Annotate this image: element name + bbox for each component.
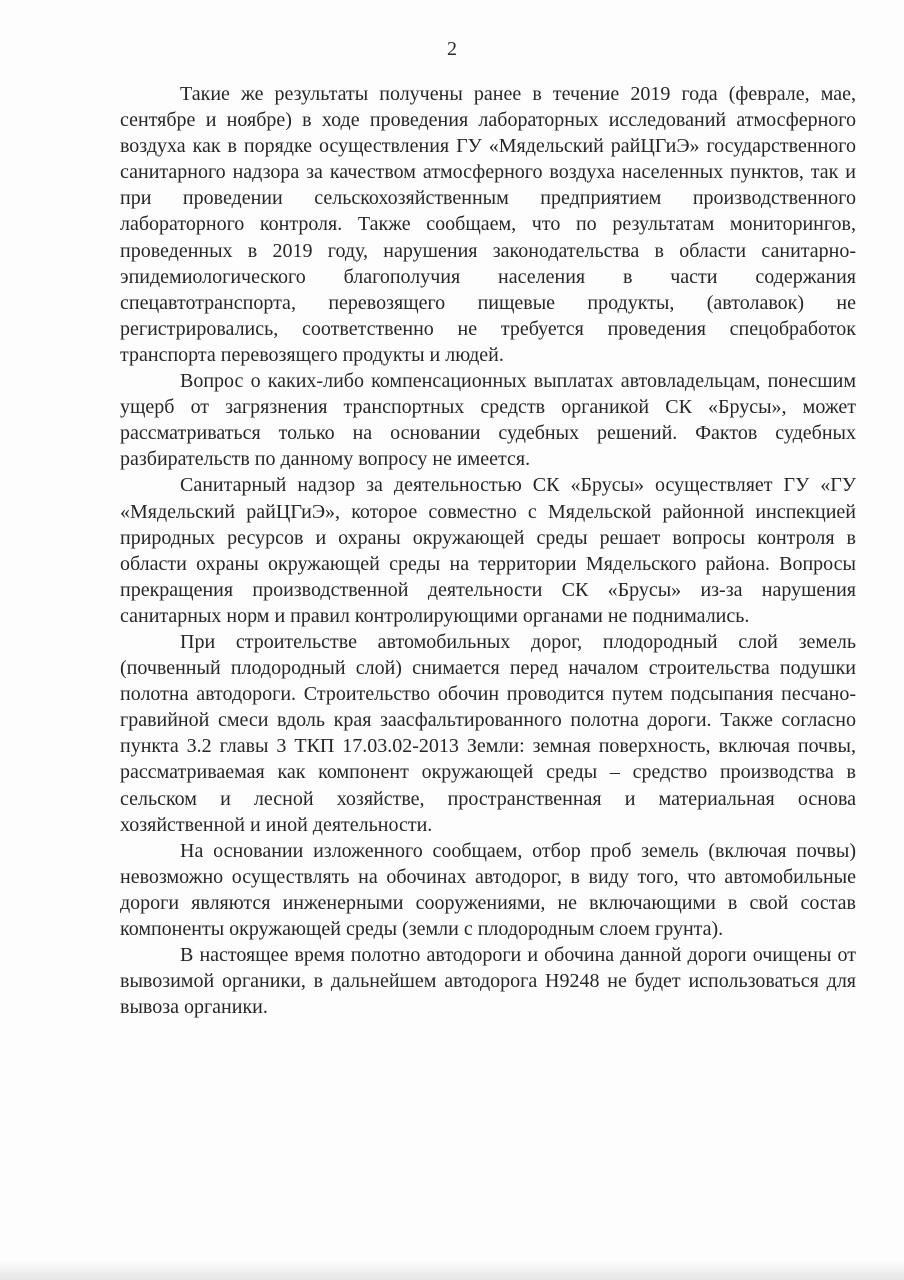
paragraph-soil-sampling: На основании изложенного сообщаем, отбор проб земель (включая почвы) невозможно осуществлять на обочинах автодорог, в виду того, что автомобильные дороги являются инженерными сооружениями, не включающими в свой состав компоненты окружающей среды (земли с плодородным слоем грунта). — [120, 839, 856, 940]
paragraph-road-construction: При строительстве автомобильных дорог, плодородный слой земель (почвенный плодородный слой) снимается перед началом строительства подушки полотна автодороги. Строительство обочин проводится путем подсыпания песчано-гравийной смеси вдоль края заасфальтированного полотна дороги. Также согласно пункта 3.2 главы 3 ТКП 17.03.02-2013 Земли: земная поверхность, включая почвы, рассматриваемая как компонент окружающей среды – средство производства в сельском и лесной хозяйстве, пространственная и материальная основа хозяйственной и иной деятельности. — [120, 630, 856, 836]
document-body — [120, 81, 856, 1020]
page-number: 2 — [447, 38, 457, 60]
paragraph-sanitary-supervision: Санитарный надзор за деятельностью СК «Брусы» осуществляет ГУ «ГУ «Мядельский райЦГиЭ», которое совместно с Мядельской районной инспекцией природных ресурсов и охраны окружающей среды решает вопросы контроля в области охраны окружающей среды на территории Мядельского района. Вопросы прекращения производственной деятельности СК «Брусы» из-за нарушения санитарных норм и правил контролирующими органами не поднимались. — [120, 474, 856, 627]
paragraph-compensation: Вопрос о каких-либо компенсационных выплатах автовладельцам, понесшим ущерб от загрязнения транспортных средств органикой СК «Брусы», может рассматриваться только на основании судебных решений. Фактов судебных разбирательств по данному вопросу не имеется. — [120, 370, 856, 471]
scan-edge-shadow — [0, 1260, 904, 1280]
paragraph-lab-results: Такие же результаты получены ранее в течение 2019 года (феврале, мае, сентябре и ноябре) в ходе проведения лабораторных исследований атмосферного воздуха как в порядке осуществления ГУ «Мядельский райЦГиЭ» государственного санитарного надзора за качеством атмосферного воздуха населенных пунктов, так и при проведении сельскохозяйственным предприятием производственного лабораторного контроля. Также сообщаем, что по результатам мониторингов, проведенных в 2019 году, нарушения законодательства в области санитарно-эпидемиологического благополучия населения в части содержания спецавтотранспорта, перевозящего пищевые продукты, (автолавок) не регистрировались, соответственно не требуется проведения спецобработок транспорта перевозящего продукты и людей. — [120, 83, 856, 366]
paragraph-road-cleared: В настоящее время полотно автодороги и обочина данной дороги очищены от вывозимой органики, в дальнейшем автодорога Н9248 не будет использоваться для вывоза органики. — [120, 944, 856, 1019]
